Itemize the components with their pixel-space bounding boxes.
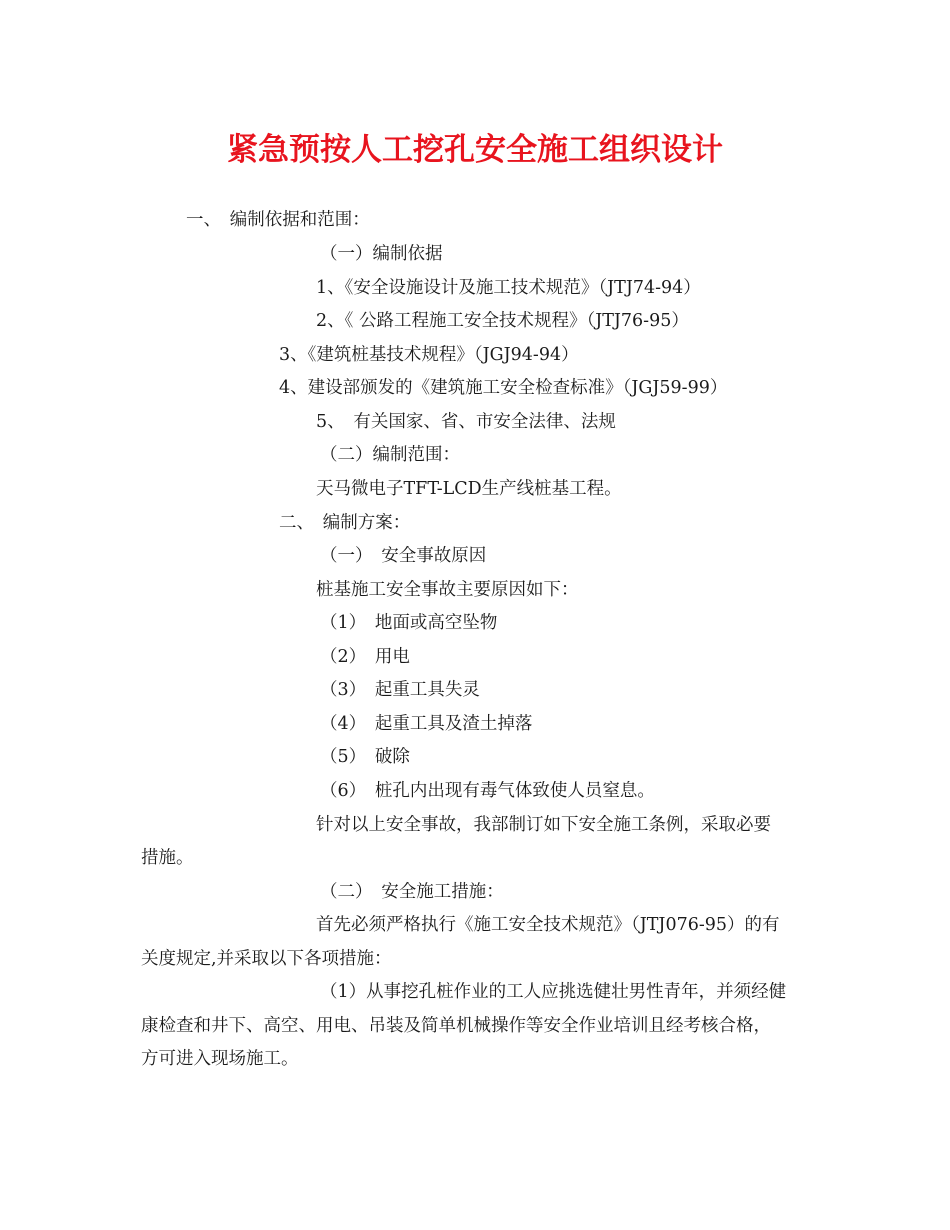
- body-text: 针对以上安全事故，我部制订如下安全施工条例，采取必要: [316, 815, 771, 835]
- body-text: 措施。: [141, 848, 194, 868]
- subsection-heading: （二）编制范围：: [320, 445, 460, 465]
- list-item: 2、《 公路工程施工安全技术规程》（JTJ76-95）: [316, 311, 689, 331]
- list-item: 4、建设部颁发的《建筑施工安全检查标准》（JGJ59-99）: [279, 378, 728, 398]
- list-item: （4） 起重工具及渣土掉落: [320, 714, 533, 734]
- body-text: 桩基施工安全事故主要原因如下：: [316, 580, 579, 600]
- list-item: （2） 用电: [320, 647, 410, 667]
- body-text: 天马微电子TFT-LCD生产线桩基工程。: [316, 479, 622, 499]
- section-heading-2: 二、 编制方案：: [279, 513, 411, 533]
- list-item: （3） 起重工具失灵: [320, 680, 480, 700]
- body-text: 方可进入现场施工。: [141, 1049, 299, 1069]
- list-item: 1、《安全设施设计及施工技术规范》（JTJ74-94）: [316, 278, 701, 298]
- body-text: 关度规定,并采取以下各项措施：: [141, 949, 392, 969]
- list-item: （5） 破除: [320, 747, 410, 767]
- list-item: （1） 地面或高空坠物: [320, 613, 498, 633]
- list-item: 3、《建筑桩基技术规程》（JGJ94-94）: [279, 345, 579, 365]
- body-text: （1）从事挖孔桩作业的工人应挑选健壮男性青年，并须经健: [320, 982, 787, 1002]
- list-item: （6） 桩孔内出现有毒气体致使人员窒息。: [320, 781, 655, 801]
- subsection-heading: （二） 安全施工措施：: [320, 882, 504, 902]
- body-text: 首先必须严格执行《施工安全技术规范》（JTJ076-95）的有: [316, 915, 780, 935]
- list-item: 5、 有关国家、省、市安全法律、法规: [316, 412, 616, 432]
- section-heading-1: 一、 编制依据和范围：: [186, 210, 370, 230]
- subsection-heading: （一）编制依据: [320, 244, 443, 264]
- document-title: 紧急预按人工挖孔安全施工组织设计: [227, 132, 723, 168]
- subsection-heading: （一） 安全事故原因: [320, 546, 487, 566]
- body-text: 康检查和井下、高空、用电、吊装及简单机械操作等安全作业培训且经考核合格，: [141, 1016, 771, 1036]
